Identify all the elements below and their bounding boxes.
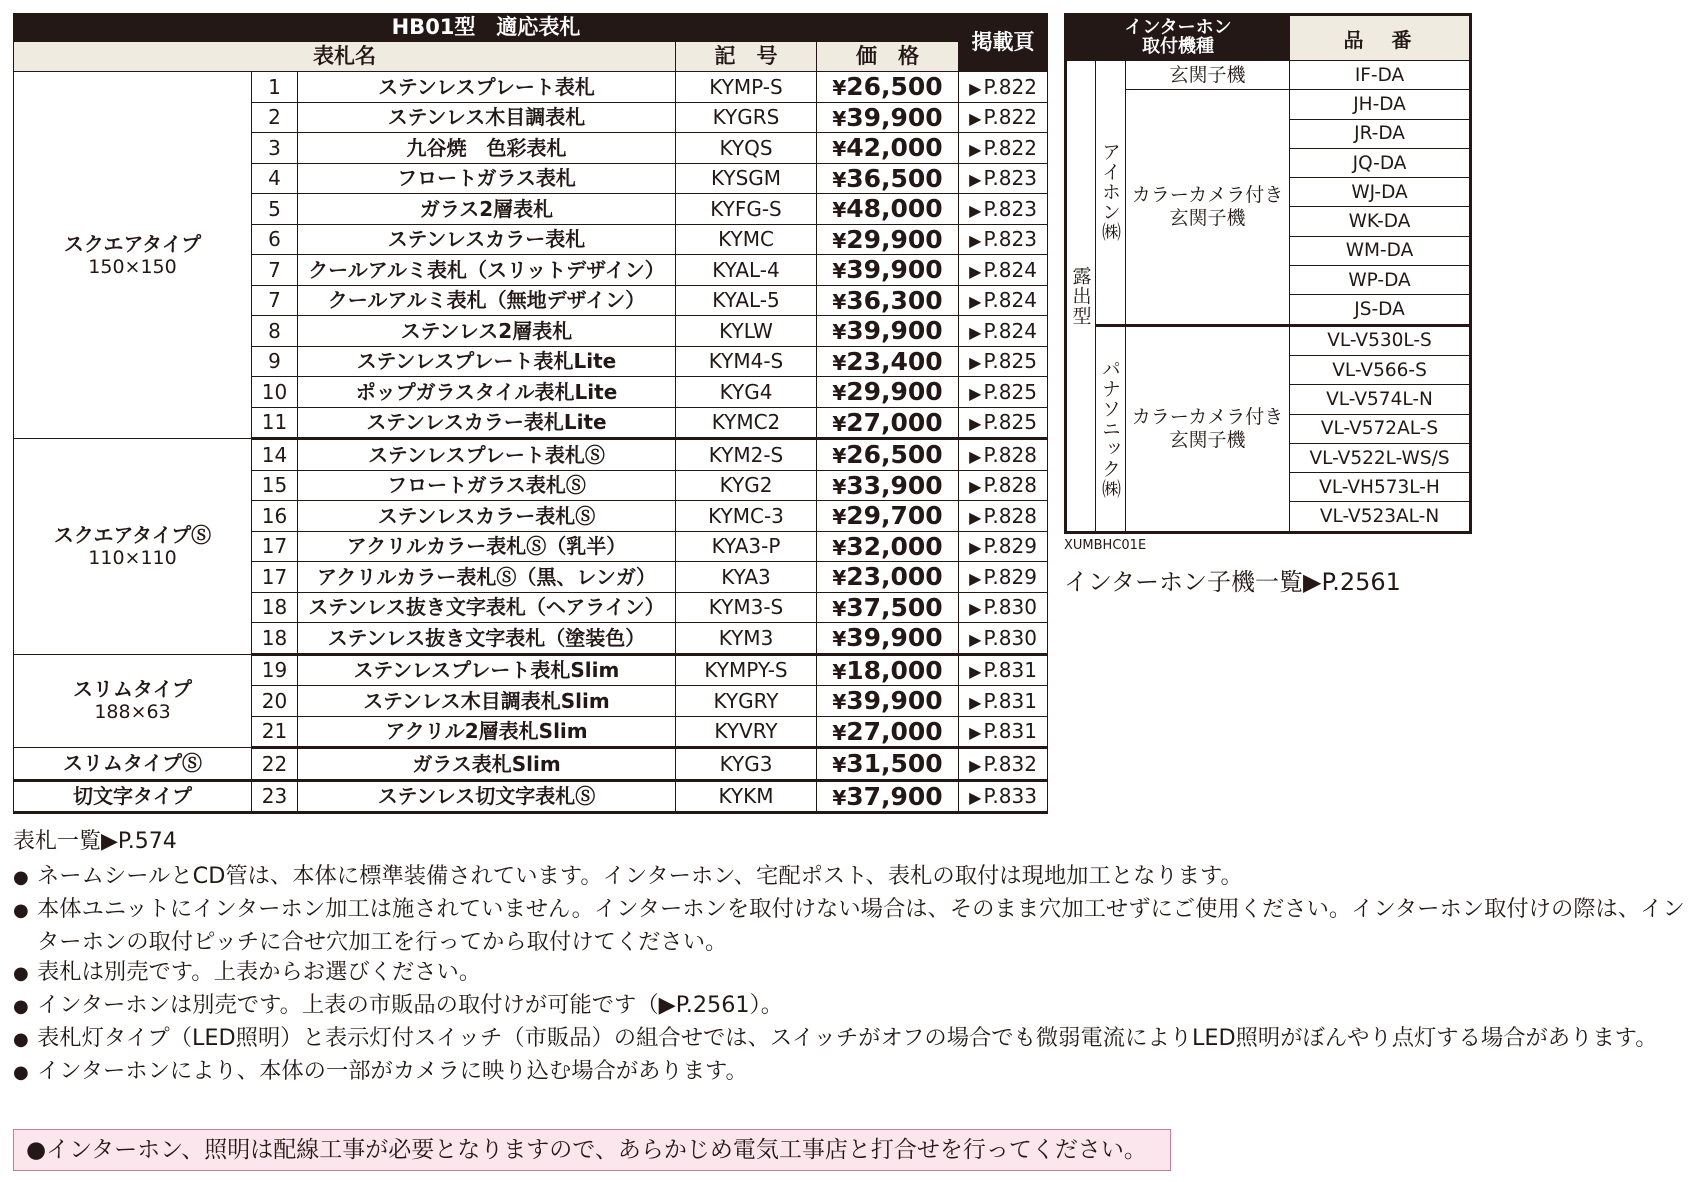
note-item (13, 861, 1690, 894)
page-number: P.824 (983, 288, 1037, 313)
nameplate-price (817, 748, 959, 781)
item-number: 4 (252, 163, 298, 194)
nameplate-price (817, 592, 959, 623)
nameplate-code: KYKM (676, 780, 817, 813)
yen-symbol: ¥ (832, 505, 847, 530)
yen-symbol: ¥ (832, 659, 847, 684)
price-value: 32,000 (846, 531, 943, 561)
item-number: 23 (252, 780, 298, 813)
nameplate-price (817, 377, 959, 408)
page-number: P.831 (983, 688, 1037, 713)
price-value: 26,500 (846, 440, 943, 470)
model-label-line1: 玄関子機 (1169, 63, 1246, 86)
nameplate-code: KYMP-S (676, 72, 817, 103)
nameplate-price (817, 562, 959, 593)
nameplate-code: KYVRY (676, 716, 817, 748)
yen-symbol: ¥ (832, 411, 847, 436)
nameplate-name: ステンレス抜き文字表札（ヘアライン） (298, 592, 676, 623)
type-cell (14, 748, 252, 781)
nameplate-price (817, 439, 959, 471)
page-reference (959, 346, 1048, 377)
arrow-icon: ▶ (969, 78, 982, 98)
item-number: 5 (252, 194, 298, 225)
price-value: 39,900 (846, 316, 943, 346)
arrow-icon: ▶ (969, 662, 982, 682)
part-number: VL-VH573L-H (1290, 473, 1471, 502)
nameplate-price (817, 224, 959, 255)
page-reference (959, 377, 1048, 408)
nameplate-price (817, 654, 959, 686)
nameplate-code: KYG4 (676, 377, 817, 408)
page-reference (959, 780, 1048, 813)
item-number: 6 (252, 224, 298, 255)
price-value: 42,000 (846, 133, 943, 163)
page-number: P.825 (983, 349, 1037, 374)
note-text: 表札灯タイプ（LED照明）と表示灯付スイッチ（市販品）の組合せでは、スイッチがオフの場合でも微弱電流によりLED照明がぼんやり点灯する場合があります。 (37, 1024, 1658, 1051)
item-number: 20 (252, 686, 298, 717)
nameplate-name: ステンレスプレート表札Lite (298, 346, 676, 377)
item-number: 14 (252, 439, 298, 471)
arrow-icon: ▶ (969, 322, 982, 342)
arrow-icon: ▶ (969, 477, 982, 497)
note-item (13, 990, 1690, 1023)
nameplate-code: KYGRY (676, 686, 817, 717)
page-reference (959, 316, 1048, 347)
arrow-icon: ▶ (969, 292, 982, 312)
part-number: WP-DA (1290, 266, 1471, 295)
nameplate-code: KYG3 (676, 748, 817, 781)
nameplate-name: ステンレスプレート表札 (298, 72, 676, 103)
page-reference (959, 285, 1048, 316)
nameplate-code: KYM3 (676, 623, 817, 655)
note-item (13, 894, 1690, 958)
item-number: 19 (252, 654, 298, 686)
table-row (14, 748, 1048, 781)
yen-symbol: ¥ (832, 627, 847, 652)
item-number: 1 (252, 72, 298, 103)
page-number: P.824 (983, 257, 1037, 282)
model-type-cell (1126, 90, 1290, 325)
arrow-icon: ▶ (969, 200, 982, 220)
nameplate-name: ステンレス抜き文字表札（塗装色） (298, 623, 676, 655)
nameplate-name: ポップガラスタイル表札Lite (298, 377, 676, 408)
nameplate-name: ステンレスカラー表札Lite (298, 407, 676, 439)
nameplate-code: KYMC2 (676, 407, 817, 439)
item-number: 17 (252, 531, 298, 562)
model-label-line2: 玄関子機 (1169, 206, 1246, 229)
part-number: WJ-DA (1290, 178, 1471, 207)
price-value: 26,500 (846, 72, 943, 102)
nameplate-code: KYA3-P (676, 531, 817, 562)
page-reference (959, 163, 1048, 194)
arrow-icon: ▶ (969, 723, 982, 743)
bullet-icon: ● (13, 867, 29, 888)
nameplate-price (817, 285, 959, 316)
item-number: 7 (252, 255, 298, 286)
page-reference (959, 716, 1048, 748)
nameplate-price (817, 501, 959, 532)
part-number: VL-V572AL-S (1290, 414, 1471, 443)
name-column-header: 表札名 (14, 42, 676, 72)
item-number: 15 (252, 470, 298, 501)
item-number: 11 (252, 407, 298, 439)
nameplate-price (817, 531, 959, 562)
nameplate-code: KYAL-5 (676, 285, 817, 316)
price-value: 37,900 (846, 781, 943, 811)
price-value: 36,300 (846, 285, 943, 315)
intercom-model-header-line2: 取付機種 (1142, 36, 1214, 57)
price-value: 39,900 (846, 623, 943, 653)
note-item (13, 1023, 1690, 1056)
yen-symbol: ¥ (832, 228, 847, 253)
model-label-line2: 玄関子機 (1169, 428, 1246, 451)
nameplate-name: 九谷焼 色彩表札 (298, 133, 676, 164)
intercom-table (1064, 13, 1472, 534)
type-cell (14, 780, 252, 813)
code-column-header: 記 号 (676, 42, 817, 72)
page-number: P.829 (983, 564, 1037, 589)
yen-symbol: ¥ (832, 320, 847, 345)
arrow-icon: ▶ (969, 139, 982, 159)
arrow-icon: ▶ (969, 231, 982, 251)
yen-symbol: ¥ (832, 474, 847, 499)
yen-symbol: ¥ (832, 198, 847, 223)
part-number: VL-V574L-N (1290, 385, 1471, 414)
model-label-line1: カラーカメラ付き (1131, 405, 1284, 428)
table-row (1066, 61, 1471, 90)
part-number: JR-DA (1290, 119, 1471, 148)
page-reference (959, 531, 1048, 562)
yen-symbol: ¥ (832, 76, 847, 101)
page-reference (959, 623, 1048, 655)
nameplate-price (817, 346, 959, 377)
page-reference (959, 654, 1048, 686)
yen-symbol: ¥ (832, 289, 847, 314)
page-reference (959, 407, 1048, 439)
part-number: VL-V566-S (1290, 355, 1471, 384)
arrow-icon: ▶ (969, 568, 982, 588)
type-size: 150×150 (88, 255, 177, 278)
page-number: P.828 (983, 473, 1037, 498)
nameplate-price (817, 686, 959, 717)
arrow-icon: ▶ (969, 414, 982, 434)
nameplate-price (817, 470, 959, 501)
nameplate-code: KYM2-S (676, 439, 817, 471)
price-value: 39,900 (846, 255, 943, 285)
type-name: 切文字タイプ (73, 784, 192, 809)
part-number: VL-V522L-WS/S (1290, 443, 1471, 472)
page-number: P.828 (983, 503, 1037, 528)
nameplate-price (817, 716, 959, 748)
note-text: 本体ユニットにインターホン加工は施されていません。インターホンを取付けない場合は、そのまま穴加工せずにご使用ください。インターホン取付けの際は、インターホンの取付ピッチに合せ穴加工を行ってから取付けてください。 (37, 895, 1685, 955)
yen-symbol: ¥ (832, 785, 847, 810)
table-row (14, 439, 1048, 471)
item-number: 18 (252, 623, 298, 655)
bullet-icon: ● (13, 996, 29, 1018)
model-type-cell (1126, 325, 1290, 532)
nameplate-price (817, 72, 959, 103)
page-number: P.822 (983, 74, 1037, 99)
type-name: スクエアタイプⓈ (53, 522, 212, 547)
arrow-icon: ▶ (969, 353, 982, 373)
price-value: 23,400 (846, 346, 943, 376)
yen-symbol: ¥ (832, 106, 847, 131)
type-size: 188×63 (94, 701, 171, 724)
arrow-icon: ▶ (969, 383, 982, 403)
nameplate-name: ステンレス切文字表札Ⓢ (298, 780, 676, 813)
price-value: 18,000 (846, 655, 943, 685)
item-number: 9 (252, 346, 298, 377)
page-number: P.824 (983, 318, 1037, 343)
item-number: 8 (252, 316, 298, 347)
arrow-icon: ▶ (969, 629, 982, 649)
price-value: 29,700 (846, 501, 943, 531)
arrow-icon: ▶ (969, 446, 982, 466)
mount-type-cell: 露出型 (1066, 61, 1096, 533)
table-row (14, 654, 1048, 686)
item-number: 18 (252, 592, 298, 623)
table-row (14, 780, 1048, 813)
page-reference (959, 439, 1048, 471)
item-number: 16 (252, 501, 298, 532)
note-item (13, 957, 1690, 990)
page-reference (959, 686, 1048, 717)
nameplate-price (817, 780, 959, 813)
nameplate-name: ステンレス木目調表札Slim (298, 686, 676, 717)
page-number: P.823 (983, 196, 1037, 221)
nameplate-name: ステンレスプレート表札Slim (298, 654, 676, 686)
note-text: インターホンにより、本体の一部がカメラに映り込む場合があります。 (37, 1057, 748, 1084)
page-number: P.833 (983, 784, 1037, 809)
bullet-icon: ● (13, 1028, 29, 1050)
page-number: P.828 (983, 442, 1037, 467)
type-size: 110×110 (88, 546, 177, 569)
nameplate-name: フロートガラス表札 (298, 163, 676, 194)
arrow-icon: ▶ (969, 599, 982, 619)
intercom-model-header (1066, 15, 1290, 61)
page-column-header: 掲載頁 (959, 14, 1048, 72)
note-item (13, 1056, 1690, 1089)
page-number: P.830 (983, 625, 1037, 650)
nameplate-name: アクリル2層表札Slim (298, 716, 676, 748)
maker-cell: パナソニック㈱ (1096, 325, 1126, 532)
arrow-icon: ▶ (969, 170, 982, 190)
yen-symbol: ¥ (832, 137, 847, 162)
item-number: 2 (252, 102, 298, 133)
intercom-model-header-line1: インターホン (1124, 17, 1232, 39)
price-value: 27,000 (846, 407, 943, 437)
part-number: VL-V530L-S (1290, 325, 1471, 355)
nameplate-name: ガラス2層表札 (298, 194, 676, 225)
nameplate-list-reference: 表札一覧▶P.574 (13, 829, 177, 854)
part-number-header: 品 番 (1290, 15, 1471, 61)
arrow-icon: ▶ (969, 109, 982, 129)
nameplate-code: KYGRS (676, 102, 817, 133)
page-number: P.830 (983, 595, 1037, 620)
page-number: P.829 (983, 534, 1037, 559)
page-reference (959, 133, 1048, 164)
arrow-icon: ▶ (969, 261, 982, 281)
page-number: P.823 (983, 166, 1037, 191)
price-column-header: 価 格 (817, 42, 959, 72)
page-number: P.823 (983, 227, 1037, 252)
yen-symbol: ¥ (832, 535, 847, 560)
table-row (1066, 90, 1471, 119)
yen-symbol: ¥ (832, 167, 847, 192)
page-reference (959, 748, 1048, 781)
yen-symbol: ¥ (832, 690, 847, 715)
yen-symbol: ¥ (832, 753, 847, 778)
nameplate-code: KYM3-S (676, 592, 817, 623)
note-text: インターホンは別売です。上表の市販品の取付けが可能です（▶P.2561）。 (37, 992, 784, 1019)
arrow-icon: ▶ (969, 507, 982, 527)
intercom-list-reference: インターホン子機一覧▶P.2561 (1064, 568, 1401, 596)
nameplate-table (13, 13, 1048, 814)
nameplate-name: フロートガラス表札Ⓢ (298, 470, 676, 501)
page-reference (959, 470, 1048, 501)
model-label-line1: カラーカメラ付き (1131, 184, 1284, 207)
page-number: P.831 (983, 658, 1037, 683)
part-number: VL-V523AL-N (1290, 502, 1471, 532)
page-reference (959, 562, 1048, 593)
nameplate-code: KYLW (676, 316, 817, 347)
nameplate-code: KYM4-S (676, 346, 817, 377)
arrow-icon: ▶ (969, 755, 982, 775)
nameplate-name: クールアルミ表札（スリットデザイン） (298, 255, 676, 286)
table-title: HB01型 適応表札 (14, 14, 959, 42)
part-number: JS-DA (1290, 295, 1471, 325)
bullet-icon: ● (13, 1061, 29, 1083)
type-name: スリムタイプ (73, 677, 192, 702)
nameplate-code: KYMPY-S (676, 654, 817, 686)
yen-symbol: ¥ (832, 444, 847, 469)
price-value: 27,000 (846, 716, 943, 746)
nameplate-code: KYSGM (676, 163, 817, 194)
type-name: スリムタイプⓈ (63, 751, 202, 776)
page-reference (959, 72, 1048, 103)
page-reference (959, 194, 1048, 225)
type-cell (14, 439, 252, 655)
price-value: 31,500 (846, 749, 943, 779)
nameplate-name: ステンレスプレート表札Ⓢ (298, 439, 676, 471)
arrow-icon: ▶ (969, 692, 982, 712)
nameplate-name: アクリルカラー表札Ⓢ（乳半） (298, 531, 676, 562)
note-text: 表札は別売です。上表からお選びください。 (37, 959, 482, 986)
nameplate-price (817, 407, 959, 439)
nameplate-name: アクリルカラー表札Ⓢ（黒、レンガ） (298, 562, 676, 593)
catalog-code: XUMBHC01E (1064, 538, 1147, 553)
nameplate-code: KYFG-S (676, 194, 817, 225)
notes-list (13, 861, 1690, 1089)
page-reference (959, 102, 1048, 133)
maker-cell: アイホン㈱ (1096, 61, 1126, 326)
bullet-icon: ● (13, 899, 29, 921)
page-reference (959, 255, 1048, 286)
nameplate-code: KYQS (676, 133, 817, 164)
type-name: スクエアタイプ (63, 231, 202, 256)
page-number: P.831 (983, 719, 1037, 744)
price-value: 39,900 (846, 686, 943, 716)
page-number: P.825 (983, 379, 1037, 404)
page-reference (959, 224, 1048, 255)
nameplate-code: KYMC (676, 224, 817, 255)
part-number: WM-DA (1290, 236, 1471, 265)
yen-symbol: ¥ (832, 596, 847, 621)
nameplate-code: KYMC-3 (676, 501, 817, 532)
yen-symbol: ¥ (832, 720, 847, 745)
price-value: 36,500 (846, 163, 943, 193)
nameplate-price (817, 133, 959, 164)
item-number: 7 (252, 285, 298, 316)
yen-symbol: ¥ (832, 566, 847, 591)
page-number: P.832 (983, 751, 1037, 776)
price-value: 29,900 (846, 377, 943, 407)
page-reference (959, 501, 1048, 532)
nameplate-code: KYA3 (676, 562, 817, 593)
nameplate-price (817, 163, 959, 194)
price-value: 48,000 (846, 194, 943, 224)
arrow-icon: ▶ (969, 788, 982, 808)
bullet-icon: ● (13, 963, 29, 985)
arrow-icon: ▶ (969, 538, 982, 558)
type-cell (14, 654, 252, 748)
page-number: P.822 (983, 135, 1037, 160)
nameplate-price (817, 194, 959, 225)
price-value: 39,900 (846, 102, 943, 132)
part-number: JH-DA (1290, 90, 1471, 119)
nameplate-price (817, 623, 959, 655)
nameplate-name: ステンレス2層表札 (298, 316, 676, 347)
price-value: 23,000 (846, 562, 943, 592)
nameplate-price (817, 255, 959, 286)
type-cell (14, 72, 252, 439)
item-number: 21 (252, 716, 298, 748)
nameplate-name: クールアルミ表札（無地デザイン） (298, 285, 676, 316)
model-type-cell (1126, 61, 1290, 90)
page-number: P.822 (983, 105, 1037, 130)
page-reference (959, 592, 1048, 623)
price-value: 29,900 (846, 224, 943, 254)
price-value: 33,900 (846, 470, 943, 500)
note-text: ネームシールとCD管は、本体に標準装備されています。インターホン、宅配ポスト、表札の取付は現地加工となります。 (37, 863, 1243, 889)
item-number: 17 (252, 562, 298, 593)
yen-symbol: ¥ (832, 381, 847, 406)
wiring-warning: ●インターホン、照明は配線工事が必要となりますので、あらかじめ電気工事店と打合せを行ってください。 (13, 1129, 1171, 1171)
nameplate-name: ガラス表札Slim (298, 748, 676, 781)
part-number: IF-DA (1290, 61, 1471, 90)
table-row (1066, 325, 1471, 355)
table-row (14, 72, 1048, 103)
nameplate-price (817, 102, 959, 133)
nameplate-code: KYG2 (676, 470, 817, 501)
page-number: P.825 (983, 410, 1037, 435)
nameplate-name: ステンレス木目調表札 (298, 102, 676, 133)
item-number: 22 (252, 748, 298, 781)
item-number: 10 (252, 377, 298, 408)
nameplate-price (817, 316, 959, 347)
nameplate-name: ステンレスカラー表札 (298, 224, 676, 255)
yen-symbol: ¥ (832, 350, 847, 375)
part-number: WK-DA (1290, 207, 1471, 236)
item-number: 3 (252, 133, 298, 164)
nameplate-code: KYAL-4 (676, 255, 817, 286)
part-number: JQ-DA (1290, 148, 1471, 177)
price-value: 37,500 (846, 592, 943, 622)
yen-symbol: ¥ (832, 259, 847, 284)
nameplate-name: ステンレスカラー表札Ⓢ (298, 501, 676, 532)
